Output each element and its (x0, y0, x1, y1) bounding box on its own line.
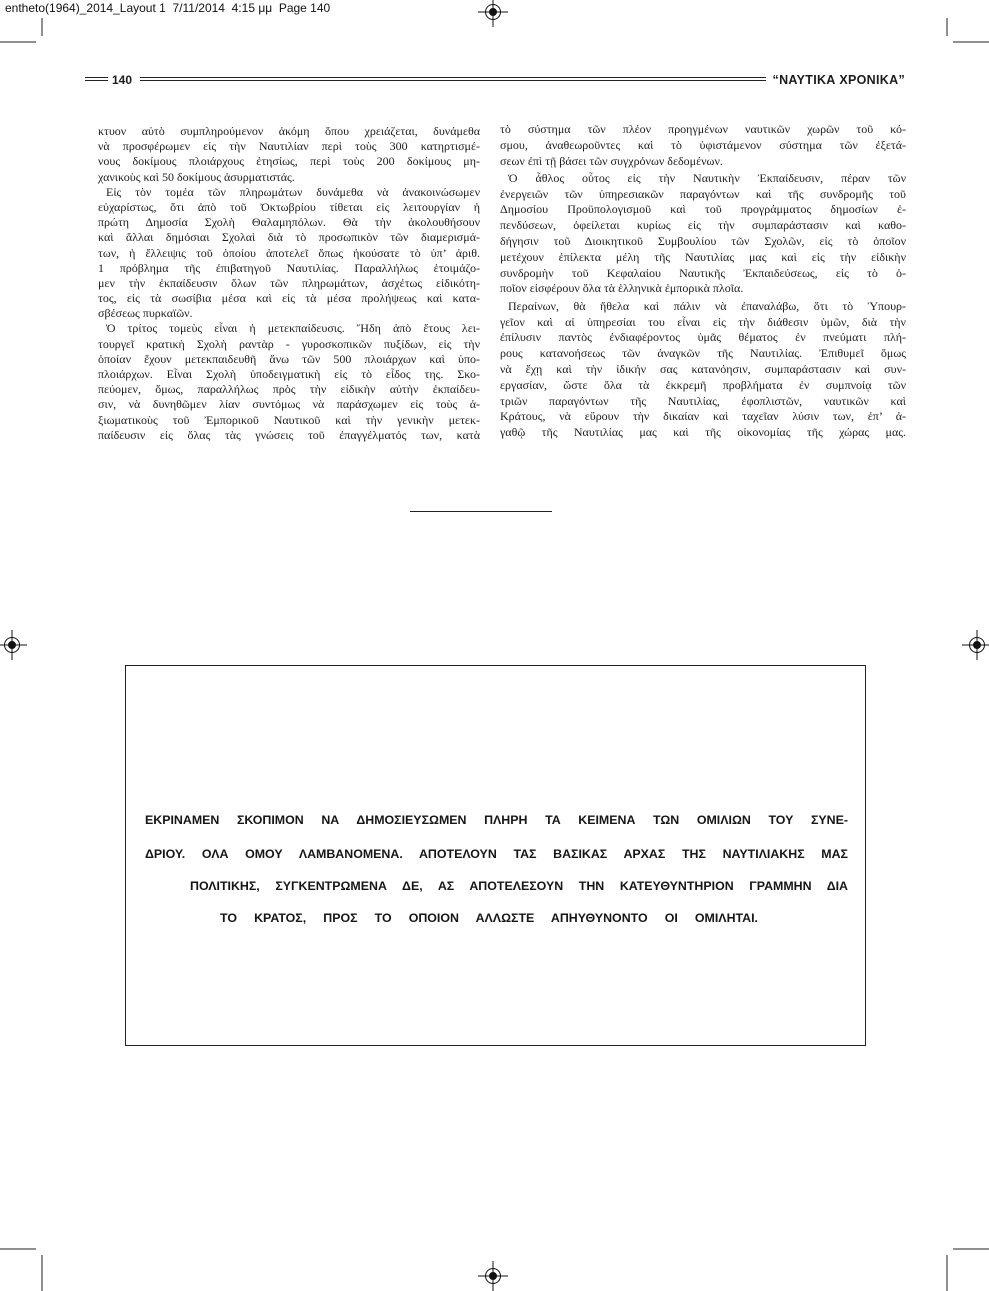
text-line: πεύομεν, ὅμως, παραλλήλως πρὸς τὴν εἰδικὴν αὐτὴν ἐκπαίδευ- (98, 382, 480, 397)
text-line: Δημοσίου Προϋπολογισμοῦ καὶ τοῦ προγράμματος δημοσίων ἐ- (500, 202, 906, 217)
text-line: Κράτους, νὰ εὕρουν τὴν δικαίαν καὶ ταχεῖαν λύσιν των, ἐπ’ ἀ- (500, 409, 906, 424)
text-line: Ὁ τρίτος τομεὺς εἶναι ἡ μετεκπαίδευσις. Ἤδη ἀπὸ ἔτους λει- (106, 321, 480, 336)
text-line: νὰ προσφέρωμεν εἰς τὴν Ναυτιλίαν περὶ τοὺς 300 κατηρτισμέ- (98, 139, 480, 154)
text-line: δήγησιν τοῦ Διοικητικοῦ Συμβουλίου τῶν Σχολῶν, εἰς τὸ ὁποῖον (500, 234, 906, 249)
header-rule-left (85, 77, 108, 81)
text-line: γεῖον καὶ αἱ ὑπηρεσίαι του εἶναι εἰς τὴν διάθεσιν ὑμῶν, διὰ τὴν (500, 314, 906, 329)
crop-mark-bottom-right (947, 1249, 989, 1291)
paragraph (500, 171, 906, 297)
text-line: πλοιάρχων. Εἶναι Σχολὴ ὑποδειγματικὴ εἰς τὸ εἶδος της. Σκο- (98, 367, 480, 381)
text-line: τος, εἰς τὰ σωσίβια μέσα καὶ εἰς τὰ μέσα προλήψεως καὶ κατα- (98, 291, 480, 306)
print-slug: entheto(1964)_2014_Layout 1 7/11/2014 4:15 μμ Page 140 (5, 1, 331, 15)
text-line: κτυον αὐτὸ συμπληρούμενον ἀκόμη ὅπου χρειάζεται, δυνάμεθα (98, 124, 480, 138)
header-rule-right (140, 77, 766, 81)
text-line: σβέσεως πυρκαϊῶν. (98, 306, 193, 321)
text-line: 1 πρόβλημα τῆς ἐπιβατηγοῦ Ναυτιλίας. Παραλλήλως ἑτοιμάζο- (98, 260, 480, 275)
notice-line: ΠΟΛΙΤΙΚΗΣ, ΣΥΓΚΕΝΤΡΩΜΕΝΑ ΔΕ, ΑΣ ΑΠΟΤΕΛΕΣΟΥΝ ΤΗΝ ΚΑΤΕΥΘΥΝΤΗΡΙΟΝ ΓΡΑΜΜΗΝ ΔΙΑ (190, 879, 848, 893)
text-line: μετέχουν ἐπίλεκτα μέλη τῆς Ναυτιλίας μας καὶ εἰς τὴν εἰδικὴν (500, 249, 906, 264)
text-line: χανικοὺς καὶ 50 δοκίμους ἀσυρματιστάς. (98, 169, 295, 184)
page-number: 140 (112, 73, 133, 87)
text-line: τουργεῖ κρατικὴ Σχολὴ ραντὰρ - γυροσκοπικῶν πυξίδων, εἰς τὴν (98, 336, 480, 351)
notice-line: ΕΚΡΙΝΑΜΕΝ ΣΚΟΠΙΜΟΝ ΝΑ ΔΗΜΟΣΙΕΥΣΩΜΕΝ ΠΛΗΡΗ ΤΑ ΚΕΙΜΕΝΑ ΤΩΝ ΟΜΙΛΙΩΝ ΤΟΥ ΣΥΝΕ- (145, 813, 848, 827)
text-line: γαθῷ τῆς Ναυτιλίας μας καὶ τῆς οἰκονομίας τῆς χώρας μας. (500, 425, 906, 440)
paragraph (500, 299, 906, 441)
text-line: των, ἡ ἔλλειψις τοῦ ὁποίου ἀποτελεῖ ὅπως ἠκούσατε τὸ ὑπ’ ἀριθ. (98, 245, 480, 260)
left-column (98, 124, 480, 443)
paragraph (98, 185, 480, 322)
text-line: σεων ἐπὶ τῇ βάσει τῶν συγχρόνων δεδομένων. (500, 153, 723, 168)
registration-mark-left-icon (0, 630, 27, 660)
text-line: συνδρομὴν τοῦ Κεφαλαίου Ναυτικῆς Ἐκπαιδεύσεως, εἰς τὸ ὁ- (500, 265, 906, 280)
text-line: ξιωματικοὺς τοῦ Ἐμπορικοῦ Ναυτικοῦ καὶ τὴν γενικὴν μετεκ- (98, 412, 480, 427)
text-line: σιν, νὰ δυνηθῶμεν λίαν συντόμως νὰ παράσχωμεν εἰς τοὺς ἀ- (98, 397, 480, 412)
text-line: εργασίαν, ὥστε ὅλα τὰ ἐκκρεμῆ προβλήματα ἐν συμπνοίᾳ τῶν (500, 377, 906, 392)
text-line: Ὁ ἆθλος οὗτος εἰς τὴν Ναυτικὴν Ἐκπαίδευσιν, πέραν τῶν (508, 170, 906, 185)
crop-mark-bottom-left (0, 1249, 42, 1291)
paragraph (98, 124, 480, 185)
notice-line: ΔΡΙΟΥ. ΟΛΑ ΟΜΟΥ ΛΑΜΒΑΝΟΜΕΝΑ. ΑΠΟΤΕΛΟΥΝ ΤΑΣ ΒΑΣΙΚΑΣ ΑΡΧΑΣ ΤΗΣ ΝΑΥΤΙΛΙΑΚΗΣ ΜΑΣ (145, 847, 848, 861)
text-line: ὁποίαν ἔχουν μετεκπαιδευθῆ ἄνω τῶν 500 πλοιάρχων καὶ ὑπο- (98, 351, 480, 366)
notice-line: ΤΟ ΚΡΑΤΟΣ, ΠΡΟΣ ΤΟ ΟΠΟΙΟΝ ΑΛΛΩΣΤΕ ΑΠΗΥΘΥΝΟΝΤΟ ΟΙ ΟΜΙΛΗΤΑΙ. (220, 911, 758, 925)
registration-mark-right-icon (962, 630, 989, 660)
text-line: νους δοκίμους πλοιάρχους ἐτησίως, περὶ τοὺς 200 δοκίμους μη- (98, 154, 480, 169)
registration-mark-top-icon (478, 0, 508, 27)
text-line: τριῶν παραγόντων τῆς Ναυτιλίας, ἐφοπλιστῶν, ναυτικῶν καὶ (500, 393, 906, 408)
text-line: ρους κατανοήσεως τῶν ἀναγκῶν τῆς Ναυτιλίας. Ἐπιθυμεῖ ὅμως (500, 346, 906, 361)
paragraph (98, 321, 480, 443)
text-line: σμου, ἀναθεωροῦντες καὶ τὸ ὑφιστάμενον σύστημα τῶν ἐξετά- (500, 137, 906, 152)
text-line: πρώτη Δημοσία Σχολὴ Θαλαμηπόλων. Θὰ τὴν ἀκολουθήσουν (98, 215, 480, 230)
crop-mark-top-right (947, 18, 989, 42)
paragraph (500, 122, 906, 169)
text-line: Περαίνων, θὰ ἤθελα καὶ πάλιν νὰ ἐπαναλάβω, ὅτι τὸ Ὑπουρ- (508, 298, 906, 313)
registration-mark-bottom-icon (478, 1261, 508, 1291)
crop-mark-top-left (0, 18, 42, 42)
text-line: ἐπίλυσιν παντὸς ἐνδιαφέροντος ὑμᾶς θέματος ἐν πνεύματι πλή- (500, 330, 906, 345)
text-line: πενδύσεων, ὀφείλεται κυρίως εἰς τὴν συμπαράστασιν καὶ καθο- (500, 218, 906, 233)
section-divider (410, 511, 552, 512)
text-line: νὰ ἔχῃ καὶ τὴν ἰδικήν σας κατανόησιν, συμπαράστασιν καὶ συν- (500, 361, 906, 376)
text-line: ποῖον εἰσφέρουν ὅλα τὰ ἑλληνικὰ ἐμπορικὰ πλοῖα. (500, 281, 744, 296)
text-line: Εἰς τὸν τομέα τῶν πληρωμάτων δυνάμεθα νὰ ἀνακοινώσωμεν (106, 184, 480, 199)
text-line: εὐχαρίστως, ὅτι ἀπὸ τοῦ Ὀκτωβρίου τίθεται εἰς λειτουργίαν ἡ (98, 199, 480, 214)
text-line: παίδευσιν εἰς ὅλας τὰς γνώσεις τοῦ ἐπαγγέλματός των, κατὰ (98, 427, 480, 442)
publication-title: “ΝΑΥΤΙΚΑ ΧΡΟΝΙΚΑ” (772, 73, 905, 87)
text-line: καὶ ἄλλαι δημόσιαι Σχολαὶ διὰ τὸ προσωπικὸν τῶν διαμερισμά- (98, 230, 480, 245)
text-line: μεν τὴν ἐκπαίδευσιν ὅλων τῶν πληρωμάτων, ἀσχέτως εἰδικότη- (98, 275, 480, 290)
right-column (500, 122, 906, 441)
text-line: τὸ σύστημα τῶν πλέον προηγμένων ναυτικῶν χωρῶν τοῦ κό- (500, 122, 906, 136)
text-line: ἐνεργειῶν τῶν ὑπηρεσιακῶν παραγόντων καὶ τῆς συνδρομῆς τοῦ (500, 186, 906, 201)
